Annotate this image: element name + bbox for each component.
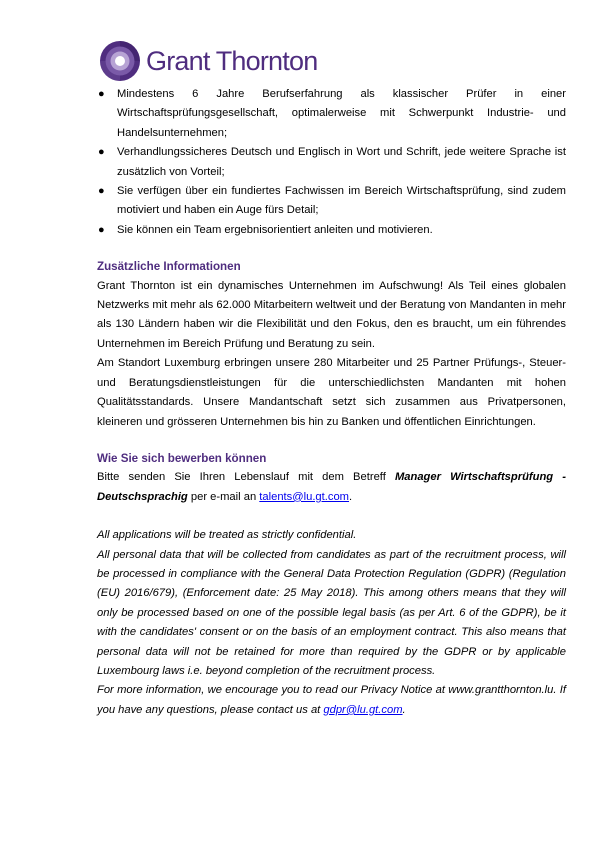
main-content [97, 85, 566, 720]
gdpr-notice: All personal data that will be collected from candidates as part of the recruitment process, will be processed in compliance with the General Data Protection Regulation (GDPR) (Regulation (EU) 2016/679), (Enforcement date: 25 May 2018). This among others means that they will only be processed based on one of the possible legal basis (as per Art. 6 of the GDPR), be it with the candidates' consent or on the basis of an employment contract. This also means that personal data will not be retained for more than required by the GDPR or by applicable Luxembourg laws i.e. beyond completion of the recruitment process. [97, 548, 566, 677]
requirements-list [97, 85, 566, 240]
apply-heading: Wie Sie sich bewerben können [97, 451, 267, 465]
privacy-info-end: . [402, 703, 406, 716]
bullet-icon: ● [98, 185, 105, 198]
apply-text-middle: per e-mail an [187, 490, 260, 503]
list-item [97, 85, 566, 143]
luxembourg-office-paragraph: Am Standort Luxemburg erbringen unsere 280 Mitarbeiter und 25 Partner Prüfungs-, Steuer- und Beratungsdienstleistungen für die unterschiedlichsten Mandanten mit hohen Qualitätsstandards. Unsere Mandantschaft setzt sich zusammen aus Privatpersonen, kleineren und grösseren Unternehmen bis hin zu Banken und öffentlichen Einrichtungen. [97, 357, 566, 428]
list-item [97, 182, 566, 221]
apply-text-before: Bitte senden Sie Ihren Lebenslauf mit dem Betreff [97, 471, 395, 484]
legal-notice [97, 526, 566, 720]
list-item-text: Verhandlungssicheres Deutsch und Englisch in Wort und Schrift, jede weitere Sprache ist zusätzlich von Vorteil; [117, 146, 566, 178]
list-item-text: Sie können ein Team ergebnisorientiert anleiten und motivieren. [117, 223, 433, 236]
list-item [97, 221, 566, 240]
bullet-icon: ● [98, 88, 105, 100]
apply-subject: Manager Wirtschaftsprüfung - Deutschsprachig [97, 471, 566, 503]
privacy-info-text: For more information, we encourage you to read our Privacy Notice at www.grantthornton.lu. If you have any questions, please contact us at [97, 684, 566, 716]
bullet-icon: ● [98, 146, 105, 159]
list-item-text: Sie verfügen über ein fundiertes Fachwissen im Bereich Wirtschaftsprüfung, sind zudem motiviert und haben ein Auge fürs Detail; [117, 185, 566, 217]
gdpr-email-link[interactable]: gdpr@lu.gt.com [323, 703, 403, 716]
list-item [97, 143, 566, 182]
brand-name: Grant Thornton [146, 45, 318, 76]
confidential-notice: All applications will be treated as strictly confidential. [97, 529, 357, 542]
additional-info-heading: Zusätzliche Informationen [97, 260, 241, 274]
privacy-info [97, 681, 566, 720]
grant-thornton-logo-icon [99, 40, 141, 82]
grant-thornton-logo [99, 39, 317, 83]
apply-text-after: . [349, 490, 353, 503]
talents-email-link[interactable]: talents@lu.gt.com [259, 490, 350, 503]
additional-info-paragraph: Grant Thornton ist ein dynamisches Unternehmen im Aufschwung! Als Teil eines globalen Netzwerks mit mehr als 62.000 Mitarbeitern weltweit und der Beratung von Mandanten in mehr als 130 Ländern haben wir die Flexibilität und den Fokus, den es braucht, um ein führendes Unternehmen im Bereich Prüfung und Beratung zu sein. [97, 279, 566, 350]
list-item-text: Mindestens 6 Jahre Berufserfahrung als klassischer Prüfer in einer Wirtschaftsprüfungsgesellschaft, optimalerweise mit Schwerpunkt Industrie- und Handelsunternehmen; [117, 88, 566, 139]
bullet-icon: ● [98, 223, 105, 236]
apply-paragraph [97, 468, 566, 507]
